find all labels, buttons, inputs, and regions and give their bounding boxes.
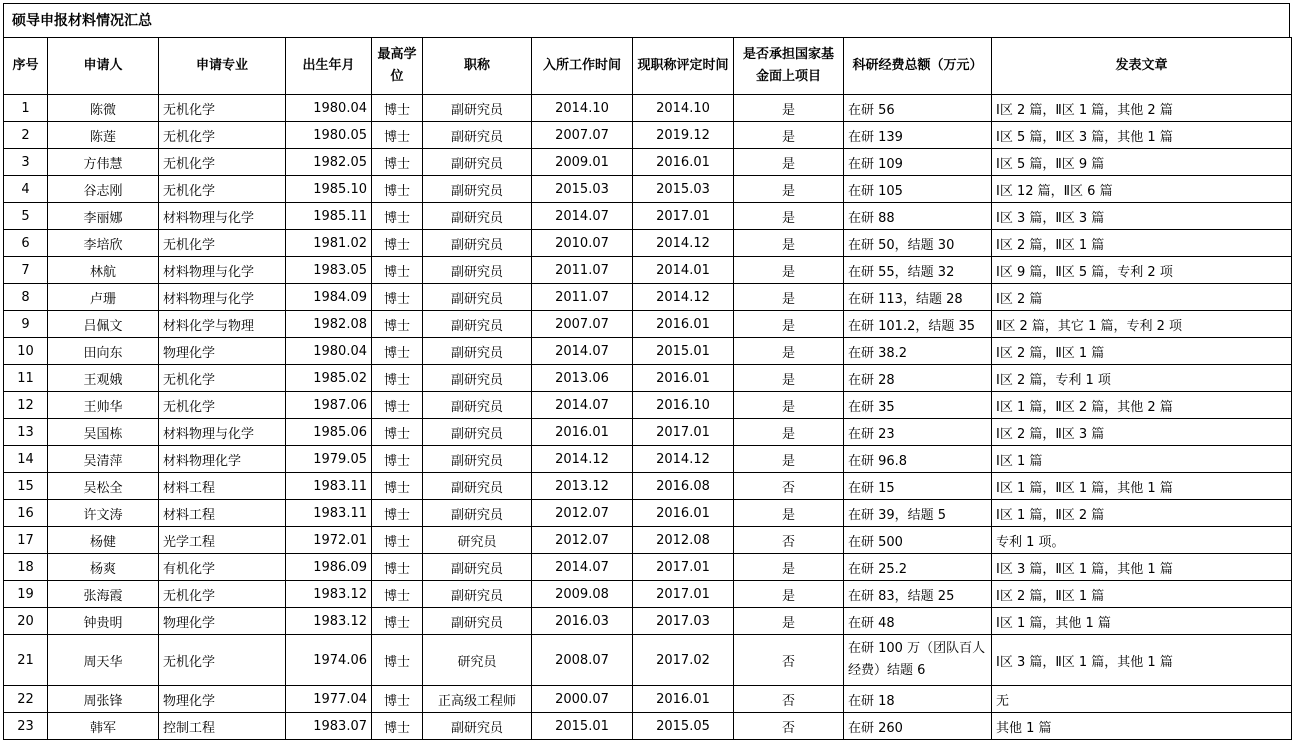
cell-birth: 1980.05 [286, 122, 372, 149]
cell-title: 副研究员 [423, 554, 532, 581]
cell-title: 副研究员 [423, 365, 532, 392]
table-row [4, 311, 1292, 338]
cell-funding: 在研 39，结题 5 [844, 500, 992, 527]
cell-applicant: 王观娥 [48, 365, 159, 392]
cell-title-date: 2016.01 [633, 365, 734, 392]
cell-index: 15 [4, 473, 48, 500]
cell-nsfc: 是 [734, 446, 844, 473]
cell-title-date: 2014.01 [633, 257, 734, 284]
cell-birth: 1977.04 [286, 686, 372, 713]
cell-title: 副研究员 [423, 419, 532, 446]
cell-nsfc: 否 [734, 473, 844, 500]
cell-title-date: 2014.12 [633, 230, 734, 257]
cell-degree: 博士 [372, 713, 423, 740]
cell-title: 副研究员 [423, 446, 532, 473]
cell-index: 2 [4, 122, 48, 149]
table-row [4, 446, 1292, 473]
cell-papers: Ⅰ区 2 篇，专利 1 项 [992, 365, 1292, 392]
cell-applicant: 吴松全 [48, 473, 159, 500]
cell-major: 材料工程 [159, 500, 286, 527]
header-nsfc: 是否承担国家基金面上项目 [734, 38, 844, 95]
header-index: 序号 [4, 38, 48, 95]
cell-papers: Ⅰ区 1 篇，其他 1 篇 [992, 608, 1292, 635]
table-row [4, 230, 1292, 257]
table-row [4, 95, 1292, 122]
cell-nsfc: 是 [734, 95, 844, 122]
cell-applicant: 方伟慧 [48, 149, 159, 176]
cell-title-date: 2017.02 [633, 635, 734, 686]
cell-funding: 在研 48 [844, 608, 992, 635]
cell-degree: 博士 [372, 686, 423, 713]
cell-degree: 博士 [372, 284, 423, 311]
cell-index: 16 [4, 500, 48, 527]
cell-funding: 在研 139 [844, 122, 992, 149]
cell-papers: Ⅰ区 1 篇 [992, 446, 1292, 473]
cell-degree: 博士 [372, 608, 423, 635]
cell-title-date: 2017.01 [633, 419, 734, 446]
cell-join-date: 2008.07 [532, 635, 633, 686]
cell-title-date: 2016.01 [633, 311, 734, 338]
cell-degree: 博士 [372, 311, 423, 338]
cell-join-date: 2014.07 [532, 338, 633, 365]
cell-funding: 在研 260 [844, 713, 992, 740]
cell-join-date: 2016.03 [532, 608, 633, 635]
cell-papers: Ⅰ区 9 篇，Ⅱ区 5 篇，专利 2 项 [992, 257, 1292, 284]
cell-index: 20 [4, 608, 48, 635]
cell-title-date: 2017.03 [633, 608, 734, 635]
cell-applicant: 田向东 [48, 338, 159, 365]
cell-degree: 博士 [372, 338, 423, 365]
cell-funding: 在研 88 [844, 203, 992, 230]
cell-nsfc: 是 [734, 392, 844, 419]
cell-birth: 1981.02 [286, 230, 372, 257]
cell-index: 13 [4, 419, 48, 446]
cell-major: 无机化学 [159, 95, 286, 122]
cell-funding: 在研 18 [844, 686, 992, 713]
cell-title: 正高级工程师 [423, 686, 532, 713]
table-row [4, 203, 1292, 230]
cell-papers: Ⅰ区 3 篇，Ⅱ区 1 篇，其他 1 篇 [992, 635, 1292, 686]
cell-birth: 1984.09 [286, 284, 372, 311]
cell-major: 物理化学 [159, 608, 286, 635]
cell-join-date: 2011.07 [532, 257, 633, 284]
cell-nsfc: 否 [734, 686, 844, 713]
cell-degree: 博士 [372, 230, 423, 257]
cell-index: 18 [4, 554, 48, 581]
cell-degree: 博士 [372, 554, 423, 581]
cell-index: 10 [4, 338, 48, 365]
table-row [4, 686, 1292, 713]
cell-degree: 博士 [372, 95, 423, 122]
cell-papers: Ⅰ区 5 篇，Ⅱ区 9 篇 [992, 149, 1292, 176]
cell-major: 材料物理与化学 [159, 257, 286, 284]
cell-major: 有机化学 [159, 554, 286, 581]
cell-papers: Ⅰ区 2 篇，Ⅱ区 1 篇 [992, 338, 1292, 365]
cell-index: 14 [4, 446, 48, 473]
cell-join-date: 2010.07 [532, 230, 633, 257]
cell-title-date: 2015.03 [633, 176, 734, 203]
cell-join-date: 2014.10 [532, 95, 633, 122]
cell-nsfc: 否 [734, 713, 844, 740]
cell-join-date: 2014.07 [532, 392, 633, 419]
cell-degree: 博士 [372, 176, 423, 203]
cell-funding: 在研 50，结题 30 [844, 230, 992, 257]
header-major: 申请专业 [159, 38, 286, 95]
cell-join-date: 2012.07 [532, 500, 633, 527]
header-title: 职称 [423, 38, 532, 95]
header-row [4, 38, 1292, 95]
cell-title: 研究员 [423, 635, 532, 686]
cell-title: 副研究员 [423, 122, 532, 149]
table-row [4, 500, 1292, 527]
header-papers: 发表文章 [992, 38, 1292, 95]
cell-birth: 1983.12 [286, 581, 372, 608]
cell-papers: Ⅰ区 12 篇，Ⅱ区 6 篇 [992, 176, 1292, 203]
table-row [4, 473, 1292, 500]
cell-title: 副研究员 [423, 392, 532, 419]
cell-title: 副研究员 [423, 338, 532, 365]
cell-birth: 1985.06 [286, 419, 372, 446]
cell-major: 无机化学 [159, 230, 286, 257]
table-row [4, 122, 1292, 149]
header-applicant: 申请人 [48, 38, 159, 95]
cell-join-date: 2012.07 [532, 527, 633, 554]
cell-title: 副研究员 [423, 257, 532, 284]
cell-funding: 在研 23 [844, 419, 992, 446]
cell-major: 材料物理化学 [159, 446, 286, 473]
cell-birth: 1985.11 [286, 203, 372, 230]
cell-major: 材料化学与物理 [159, 311, 286, 338]
cell-birth: 1980.04 [286, 338, 372, 365]
cell-papers: Ⅰ区 1 篇，Ⅱ区 2 篇 [992, 500, 1292, 527]
cell-nsfc: 是 [734, 338, 844, 365]
cell-applicant: 张海霞 [48, 581, 159, 608]
cell-applicant: 吕佩文 [48, 311, 159, 338]
cell-nsfc: 是 [734, 608, 844, 635]
cell-title: 副研究员 [423, 500, 532, 527]
cell-funding: 在研 35 [844, 392, 992, 419]
cell-applicant: 林航 [48, 257, 159, 284]
cell-major: 无机化学 [159, 176, 286, 203]
cell-index: 4 [4, 176, 48, 203]
cell-join-date: 2015.03 [532, 176, 633, 203]
cell-funding: 在研 96.8 [844, 446, 992, 473]
cell-title: 副研究员 [423, 203, 532, 230]
cell-papers: 专利 1 项。 [992, 527, 1292, 554]
cell-index: 11 [4, 365, 48, 392]
cell-join-date: 2014.12 [532, 446, 633, 473]
cell-major: 无机化学 [159, 149, 286, 176]
cell-nsfc: 是 [734, 203, 844, 230]
cell-degree: 博士 [372, 527, 423, 554]
table-row [4, 713, 1292, 740]
cell-title-date: 2014.10 [633, 95, 734, 122]
cell-nsfc: 是 [734, 284, 844, 311]
cell-index: 6 [4, 230, 48, 257]
cell-nsfc: 是 [734, 500, 844, 527]
cell-papers: Ⅰ区 5 篇，Ⅱ区 3 篇，其他 1 篇 [992, 122, 1292, 149]
cell-major: 光学工程 [159, 527, 286, 554]
cell-applicant: 王帅华 [48, 392, 159, 419]
cell-title-date: 2016.01 [633, 149, 734, 176]
cell-birth: 1983.07 [286, 713, 372, 740]
cell-degree: 博士 [372, 581, 423, 608]
cell-applicant: 吴清萍 [48, 446, 159, 473]
cell-papers: Ⅱ区 2 篇，其它 1 篇，专利 2 项 [992, 311, 1292, 338]
cell-join-date: 2011.07 [532, 284, 633, 311]
cell-nsfc: 否 [734, 635, 844, 686]
table-row [4, 176, 1292, 203]
cell-title: 副研究员 [423, 230, 532, 257]
cell-degree: 博士 [372, 500, 423, 527]
cell-title: 副研究员 [423, 284, 532, 311]
cell-major: 材料物理与化学 [159, 203, 286, 230]
cell-title-date: 2014.12 [633, 284, 734, 311]
cell-nsfc: 是 [734, 581, 844, 608]
cell-nsfc: 是 [734, 176, 844, 203]
cell-applicant: 陈微 [48, 95, 159, 122]
table-row [4, 392, 1292, 419]
cell-degree: 博士 [372, 365, 423, 392]
cell-index: 5 [4, 203, 48, 230]
cell-title: 副研究员 [423, 149, 532, 176]
cell-papers: Ⅰ区 1 篇，Ⅱ区 2 篇，其他 2 篇 [992, 392, 1292, 419]
cell-index: 1 [4, 95, 48, 122]
cell-nsfc: 是 [734, 149, 844, 176]
cell-major: 无机化学 [159, 392, 286, 419]
cell-major: 控制工程 [159, 713, 286, 740]
cell-major: 物理化学 [159, 686, 286, 713]
table-row [4, 365, 1292, 392]
cell-funding: 在研 25.2 [844, 554, 992, 581]
table-row [4, 635, 1292, 686]
cell-index: 17 [4, 527, 48, 554]
cell-title: 副研究员 [423, 176, 532, 203]
cell-applicant: 李丽娜 [48, 203, 159, 230]
cell-birth: 1982.08 [286, 311, 372, 338]
cell-applicant: 周天华 [48, 635, 159, 686]
cell-birth: 1986.09 [286, 554, 372, 581]
cell-title-date: 2012.08 [633, 527, 734, 554]
cell-applicant: 杨健 [48, 527, 159, 554]
cell-index: 22 [4, 686, 48, 713]
cell-major: 无机化学 [159, 635, 286, 686]
cell-join-date: 2015.01 [532, 713, 633, 740]
cell-index: 12 [4, 392, 48, 419]
cell-nsfc: 是 [734, 554, 844, 581]
cell-title: 副研究员 [423, 473, 532, 500]
cell-applicant: 吴国栋 [48, 419, 159, 446]
cell-index: 8 [4, 284, 48, 311]
cell-join-date: 2007.07 [532, 311, 633, 338]
cell-major: 材料工程 [159, 473, 286, 500]
cell-funding: 在研 55，结题 32 [844, 257, 992, 284]
cell-degree: 博士 [372, 635, 423, 686]
cell-join-date: 2009.08 [532, 581, 633, 608]
table-row [4, 338, 1292, 365]
cell-nsfc: 是 [734, 230, 844, 257]
cell-applicant: 周张锋 [48, 686, 159, 713]
cell-degree: 博士 [372, 122, 423, 149]
cell-funding: 在研 113，结题 28 [844, 284, 992, 311]
cell-applicant: 钟贵明 [48, 608, 159, 635]
cell-title-date: 2016.01 [633, 686, 734, 713]
cell-join-date: 2014.07 [532, 203, 633, 230]
table-row [4, 149, 1292, 176]
cell-funding: 在研 105 [844, 176, 992, 203]
cell-applicant: 许文涛 [48, 500, 159, 527]
cell-birth: 1972.01 [286, 527, 372, 554]
cell-applicant: 韩军 [48, 713, 159, 740]
cell-title: 副研究员 [423, 95, 532, 122]
cell-join-date: 2007.07 [532, 122, 633, 149]
cell-birth: 1987.06 [286, 392, 372, 419]
cell-papers: Ⅰ区 2 篇 [992, 284, 1292, 311]
cell-title: 副研究员 [423, 581, 532, 608]
header-join-date: 入所工作时间 [532, 38, 633, 95]
table-row [4, 419, 1292, 446]
cell-title-date: 2015.05 [633, 713, 734, 740]
cell-nsfc: 是 [734, 257, 844, 284]
cell-papers: 无 [992, 686, 1292, 713]
cell-applicant: 陈莲 [48, 122, 159, 149]
table-title: 硕导申报材料情况汇总 [3, 3, 1290, 37]
cell-birth: 1980.04 [286, 95, 372, 122]
cell-birth: 1983.11 [286, 500, 372, 527]
cell-funding: 在研 38.2 [844, 338, 992, 365]
cell-papers: Ⅰ区 2 篇，Ⅱ区 1 篇 [992, 581, 1292, 608]
table-row [4, 608, 1292, 635]
cell-join-date: 2013.06 [532, 365, 633, 392]
cell-papers: Ⅰ区 2 篇，Ⅱ区 3 篇 [992, 419, 1292, 446]
cell-nsfc: 是 [734, 311, 844, 338]
cell-funding: 在研 101.2，结题 35 [844, 311, 992, 338]
cell-funding: 在研 83，结题 25 [844, 581, 992, 608]
cell-title-date: 2016.08 [633, 473, 734, 500]
cell-papers: 其他 1 篇 [992, 713, 1292, 740]
cell-papers: Ⅰ区 3 篇，Ⅱ区 3 篇 [992, 203, 1292, 230]
cell-title: 副研究员 [423, 608, 532, 635]
cell-degree: 博士 [372, 419, 423, 446]
cell-nsfc: 是 [734, 122, 844, 149]
cell-funding: 在研 56 [844, 95, 992, 122]
cell-papers: Ⅰ区 1 篇，Ⅱ区 1 篇，其他 1 篇 [992, 473, 1292, 500]
cell-funding: 在研 109 [844, 149, 992, 176]
cell-degree: 博士 [372, 149, 423, 176]
cell-title-date: 2016.10 [633, 392, 734, 419]
table-row [4, 554, 1292, 581]
application-summary-table [3, 37, 1292, 740]
cell-title-date: 2017.01 [633, 554, 734, 581]
cell-funding: 在研 100 万（团队百人经费）结题 6 [844, 635, 992, 686]
cell-major: 物理化学 [159, 338, 286, 365]
cell-papers: Ⅰ区 2 篇，Ⅱ区 1 篇，其他 2 篇 [992, 95, 1292, 122]
cell-birth: 1982.05 [286, 149, 372, 176]
cell-birth: 1983.11 [286, 473, 372, 500]
table-row [4, 284, 1292, 311]
cell-join-date: 2000.07 [532, 686, 633, 713]
cell-degree: 博士 [372, 446, 423, 473]
cell-major: 无机化学 [159, 122, 286, 149]
header-degree: 最高学位 [372, 38, 423, 95]
cell-index: 9 [4, 311, 48, 338]
cell-join-date: 2009.01 [532, 149, 633, 176]
cell-index: 3 [4, 149, 48, 176]
cell-major: 材料物理与化学 [159, 284, 286, 311]
cell-index: 7 [4, 257, 48, 284]
cell-birth: 1985.02 [286, 365, 372, 392]
cell-funding: 在研 500 [844, 527, 992, 554]
cell-title-date: 2014.12 [633, 446, 734, 473]
cell-title-date: 2017.01 [633, 203, 734, 230]
cell-degree: 博士 [372, 392, 423, 419]
cell-degree: 博士 [372, 257, 423, 284]
cell-degree: 博士 [372, 473, 423, 500]
cell-major: 无机化学 [159, 365, 286, 392]
cell-title-date: 2016.01 [633, 500, 734, 527]
cell-birth: 1985.10 [286, 176, 372, 203]
cell-applicant: 谷志刚 [48, 176, 159, 203]
cell-title-date: 2015.01 [633, 338, 734, 365]
cell-applicant: 李培欣 [48, 230, 159, 257]
cell-nsfc: 否 [734, 527, 844, 554]
cell-nsfc: 是 [734, 419, 844, 446]
cell-applicant: 杨爽 [48, 554, 159, 581]
header-birth: 出生年月 [286, 38, 372, 95]
cell-index: 23 [4, 713, 48, 740]
header-title-date: 现职称评定时间 [633, 38, 734, 95]
cell-title: 副研究员 [423, 311, 532, 338]
table-row [4, 581, 1292, 608]
cell-title: 副研究员 [423, 713, 532, 740]
cell-nsfc: 是 [734, 365, 844, 392]
cell-title: 研究员 [423, 527, 532, 554]
cell-funding: 在研 28 [844, 365, 992, 392]
header-funding: 科研经费总额（万元） [844, 38, 992, 95]
cell-title-date: 2019.12 [633, 122, 734, 149]
table-row [4, 527, 1292, 554]
cell-join-date: 2013.12 [532, 473, 633, 500]
cell-join-date: 2014.07 [532, 554, 633, 581]
cell-papers: Ⅰ区 2 篇，Ⅱ区 1 篇 [992, 230, 1292, 257]
cell-index: 19 [4, 581, 48, 608]
cell-applicant: 卢珊 [48, 284, 159, 311]
cell-birth: 1983.12 [286, 608, 372, 635]
cell-papers: Ⅰ区 3 篇，Ⅱ区 1 篇，其他 1 篇 [992, 554, 1292, 581]
cell-degree: 博士 [372, 203, 423, 230]
cell-title-date: 2017.01 [633, 581, 734, 608]
cell-index: 21 [4, 635, 48, 686]
cell-birth: 1979.05 [286, 446, 372, 473]
cell-major: 无机化学 [159, 581, 286, 608]
cell-funding: 在研 15 [844, 473, 992, 500]
cell-birth: 1974.06 [286, 635, 372, 686]
cell-major: 材料物理与化学 [159, 419, 286, 446]
table-row [4, 257, 1292, 284]
cell-birth: 1983.05 [286, 257, 372, 284]
cell-join-date: 2016.01 [532, 419, 633, 446]
